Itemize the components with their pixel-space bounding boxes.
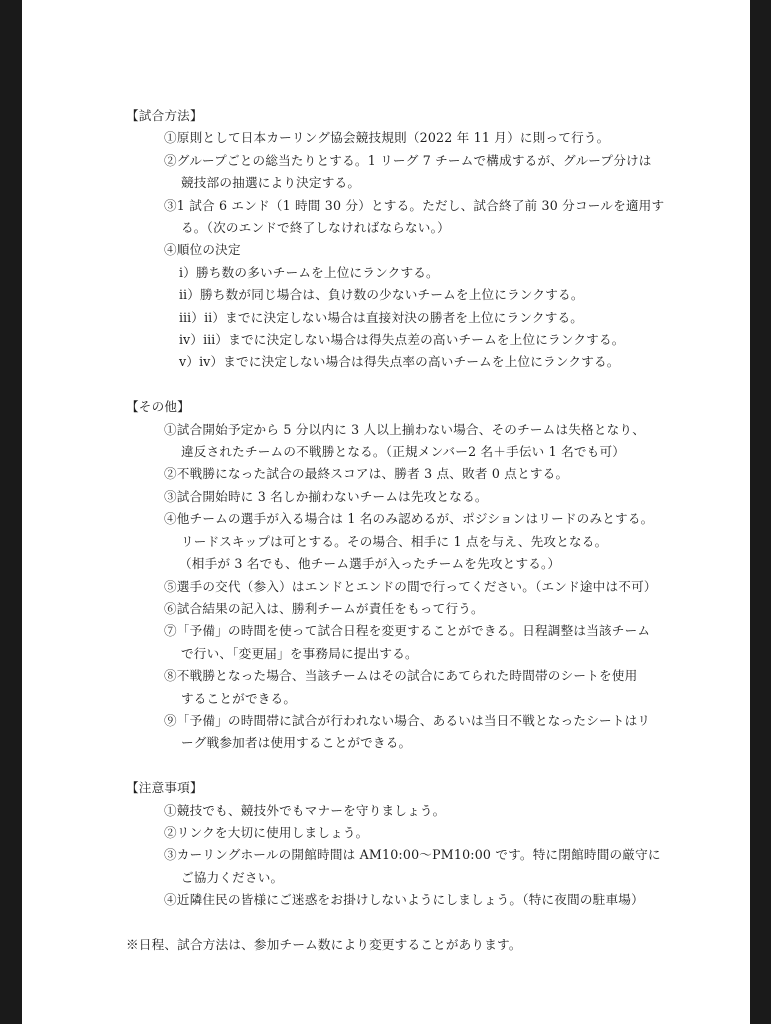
other-line-14: ⑨「予備」の時間帯に試合が行われない場合、あるいは当日不戦となったシートはリ [164, 712, 651, 728]
notes-line-3: ③カーリングホールの開館時間は AM10:00～PM10:00 です。特に閉館時間の厳守に [164, 847, 661, 863]
notes-line-5: ④近隣住民の皆様にご迷惑をお掛けしないようにしましょう。（特に夜間の駐車場） [164, 892, 644, 908]
other-line-1: ①試合開始予定から 5 分以内に 3 人以上揃わない場合、そのチームは失格となり、 [164, 421, 646, 437]
other-line-6: リードスキップは可とする。その場合、相手に 1 点を与え、先攻となる。 [181, 533, 608, 549]
ranking-rule-5: ⅴ）ⅳ）までに決定しない場合は得失点率の高いチームを上位にランクする。 [179, 354, 620, 370]
footnote: ※日程、試合方法は、参加チーム数により変更することがあります。 [126, 936, 522, 952]
notes-line-2: ②リンクを大切に使用しましょう。 [164, 824, 369, 840]
ranking-rule-4: ⅳ）ⅲ）までに決定しない場合は得失点差の高いチームを上位にランクする。 [179, 332, 625, 348]
ranking-rule-2: ⅱ）勝ち数が同じ場合は、負け数の少ないチームを上位にランクする。 [179, 287, 584, 303]
other-line-4: ③試合開始時に 3 名しか揃わないチームは先攻となる。 [164, 488, 488, 504]
ranking-rule-3: ⅲ）ⅱ）までに決定しない場合は直接対決の勝者を上位にランクする。 [179, 309, 584, 325]
other-line-5: ④他チームの選手が入る場合は 1 名のみ認めるが、ポジションはリードのみとする。 [164, 511, 654, 527]
method-line-4: ③1 試合 6 エンド（1 時間 30 分）とする。ただし、試合終了前 30 分コールを適用す [164, 197, 665, 213]
ranking-rule-1: ⅰ）勝ち数の多いチームを上位にランクする。 [179, 264, 439, 280]
section-title: 【その他】 [126, 399, 190, 415]
other-line-15: ーグ戦参加者は使用することができる。 [181, 735, 412, 751]
method-line-2: ②グループごとの総当たりとする。1 リーグ 7 チームで構成するが、グループ分けは [164, 152, 652, 168]
other-line-3: ②不戦勝になった試合の最終スコアは、勝者 3 点、敗者 0 点とする。 [164, 466, 569, 482]
method-line-1: ①原則として日本カーリング協会競技規則（2022 年 11 月）に則って行う。 [164, 130, 610, 146]
other-line-7: （相手が 3 名でも、他チーム選手が入ったチームを先攻とする。） [179, 556, 561, 572]
section-other [126, 396, 686, 755]
document-page [22, 0, 750, 1024]
notes-line-4: ご協力ください。 [181, 869, 284, 885]
section-match-method [126, 105, 686, 374]
notes-line-1: ①競技でも、競技外でもマナーを守りましょう。 [164, 802, 446, 818]
other-line-2: 違反されたチームの不戦勝となる。（正規メンバー2 名＋手伝い 1 名でも可） [181, 444, 626, 460]
section-notes [126, 777, 686, 911]
method-line-5: る。（次のエンドで終了しなければならない。） [181, 220, 450, 236]
other-line-12: ⑧不戦勝となった場合、当該チームはその試合にあてられた時間帯のシートを使用 [164, 668, 638, 684]
other-line-11: で行い、「変更届」を事務局に提出する。 [181, 645, 418, 661]
other-line-10: ⑦「予備」の時間を使って試合日程を変更することができる。日程調整は当該チーム [164, 623, 651, 639]
method-line-6: ④順位の決定 [164, 242, 241, 258]
section-title: 【注意事項】 [126, 780, 203, 796]
section-title: 【試合方法】 [126, 108, 203, 123]
document-content [126, 105, 686, 956]
other-line-9: ⑥試合結果の記入は、勝利チームが責任をもって行う。 [164, 600, 484, 616]
method-line-3: 競技部の抽選により決定する。 [181, 175, 361, 191]
other-line-13: することができる。 [181, 690, 297, 706]
other-line-8: ⑤選手の交代（参入）はエンドとエンドの間で行ってください。（エンド途中は不可） [164, 578, 657, 594]
